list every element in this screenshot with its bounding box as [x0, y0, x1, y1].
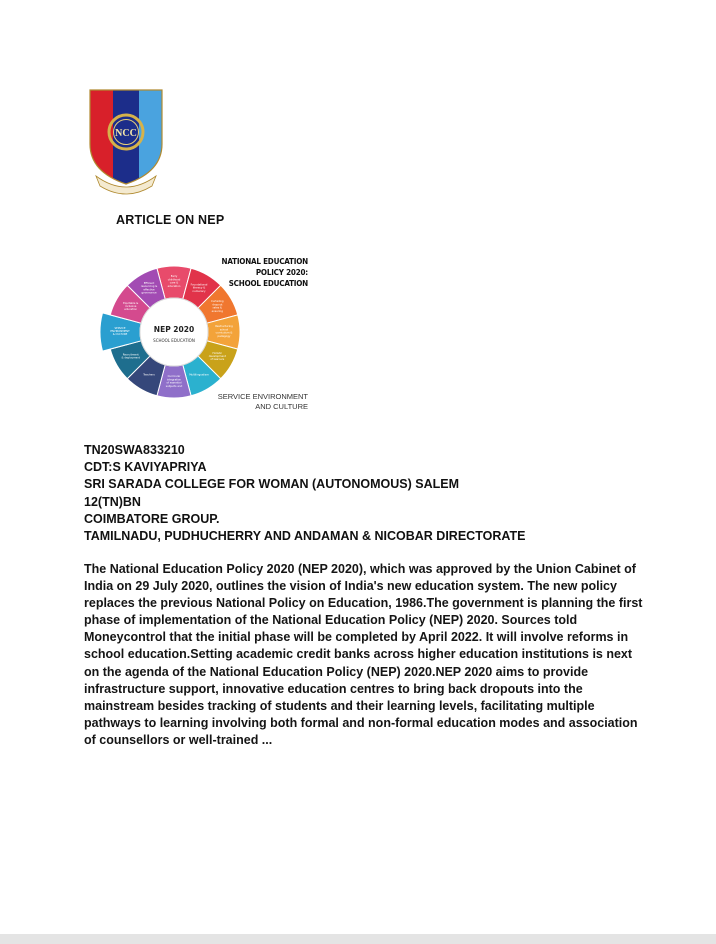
wheel-segment-label: Foundational literacy & numeracy	[190, 283, 208, 293]
battalion: 12(TN)BN	[84, 494, 141, 509]
infographic-footer-line: SERVICE ENVIRONMENT	[217, 392, 308, 401]
cadet-details	[84, 442, 525, 545]
ncc-logo	[86, 86, 166, 196]
infographic-title	[212, 256, 308, 289]
logo-text: NCC	[115, 128, 137, 139]
cadet-name: CDT:S KAVIYAPRIYA	[84, 460, 207, 475]
wheel-segment-label: SERVICE ENVIRONMENT & CULTURE	[110, 326, 130, 337]
wheel-segment-label: Curricular integration of essential subjects and	[165, 375, 183, 388]
wheel-segment-label: Restructuring school curriculum & pedagogy	[215, 325, 233, 338]
cadet-registration-number: TN20SWA833210	[84, 443, 185, 457]
bottom-strip	[0, 934, 716, 944]
infographic-title-line: POLICY 2020:	[255, 268, 308, 277]
wheel-segment-label: Curtailing dropout rates & ensuring	[211, 300, 224, 313]
wheel-segment-label: Early childhood care & education	[167, 275, 181, 288]
wheel-segment-label: Equitable & inclusive education	[123, 301, 139, 312]
wheel-segment-label: Multilingualism	[189, 373, 209, 377]
infographic-title-line: SCHOOL EDUCATION	[228, 279, 308, 288]
infographic-title-line: NATIONAL EDUCATION	[221, 257, 308, 266]
wheel-segment-label: Teachers	[143, 373, 155, 377]
wheel-segment-label: Efficient resourcing & effective governance	[140, 281, 158, 295]
wheel-center-subtitle: SCHOOL EDUCATION	[153, 338, 195, 343]
wheel-center-title: NEP 2020	[153, 325, 195, 334]
college-name: SRI SARADA COLLEGE FOR WOMAN (AUTONOMOUS) SALEM	[84, 477, 459, 492]
article-heading: ARTICLE ON NEP	[116, 213, 225, 227]
group-name: COIMBATORE GROUP.	[84, 511, 220, 526]
wheel-segment-label: Holistic development of learners	[208, 351, 226, 362]
infographic-footer	[212, 392, 308, 412]
infographic-footer-line: AND CULTURE	[255, 402, 308, 411]
directorate: TAMILNADU, PUDHUCHERRY AND ANDAMAN & NICOBAR DIRECTORATE	[84, 529, 526, 544]
article-body: The National Education Policy 2020 (NEP 2020), which was approved by the Union Cabinet of India on 29 July 2020, outlines the vision of India's new education system. The new policy replaces the previous National Policy on Education, 1986.The government is planning the first phase of implementation of the National Education Policy (NEP) 2020. Sources told Moneycontrol that the initial phase will be completed by April 2022. It will involve reforms in school education.Setting academic credit banks across higher education institutions is next on the agenda of the National Education Policy (NEP) 2020.NEP 2020 aims to provide infrastructure support, innovative education centres to bring back dropouts into the mainstream besides tracking of students and their learning levels, facilitating multiple pathways to learning involving both formal and non-formal education modes and association of counsellors or well-trained ...	[84, 562, 643, 747]
wheel-segment-label: Recruitment & deployment	[121, 353, 140, 360]
